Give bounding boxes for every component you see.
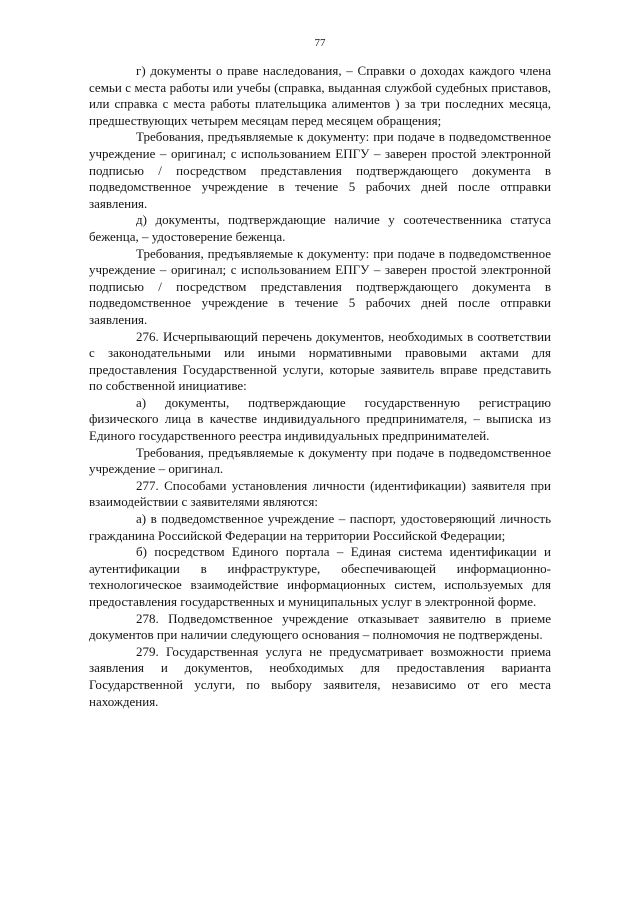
- paragraph-requirements-2: Требования, предъявляемые к документу: при подаче в подведомственное учреждение – оригинал; с использованием ЕПГУ – заверен простой электронной подписью / посредством представления подтверждающего документа в подведомственное учреждение в течение 5 рабочих дней после отправки заявления.: [89, 245, 551, 327]
- paragraph-inheritance-documents: г) документы о праве наследования, – Справки о доходах каждого члена семьи с места работы или учебы (справка, выданная службой судебных приставов, или справка с места работы плательщика алиментов ) за три последних месяца, предшествующих четырем месяцам перед месяцем обращения;: [89, 63, 551, 128]
- paragraph-requirements-3: Требования, предъявляемые к документу при подаче в подведомственное учреждение – оригинал.: [89, 444, 551, 477]
- paragraph-276: 276. Исчерпывающий перечень документов, необходимых в соответствии с законодательными или иными нормативными правовыми актами для предоставления Государственной услуги, которые заявитель вправе представить по собственной инициативе:: [89, 328, 551, 394]
- paragraph-278: 278. Подведомственное учреждение отказывает заявителю в приеме документов при наличии следующего основания – полномочия не подтверждены.: [89, 610, 551, 643]
- paragraph-refugee-status: д) документы, подтверждающие наличие у соотечественника статуса беженца, – удостоверение беженца.: [89, 212, 551, 244]
- paragraph-279: 279. Государственная услуга не предусматривает возможности приема заявления и документов, необходимых для предоставления варианта Государственной услуги, по выбору заявителя, независимо от его места нахождения.: [89, 643, 551, 709]
- paragraph-277: 277. Способами установления личности (идентификации) заявителя при взаимодействии с заявителями являются:: [89, 477, 551, 510]
- paragraph-passport: а) в подведомственное учреждение – паспорт, удостоверяющий личность гражданина Российской Федерации на территории Российской Федерации;: [89, 511, 551, 543]
- paragraph-entrepreneur-registration: а) документы, подтверждающие государственную регистрацию физического лица в качестве индивидуального предпринимателя, – выписка из Единого государственного реестра индивидуальных предпринимателей.: [89, 394, 551, 444]
- document-body: [89, 63, 551, 710]
- paragraph-unified-portal: б) посредством Единого портала – Единая система идентификации и аутентификации в инфраструктуре, обеспечивающей информационно-технологическое взаимодействие информационных систем, используемых для предоставления государственных и муниципальных услуг в электронной форме.: [89, 544, 551, 609]
- paragraph-requirements-1: Требования, предъявляемые к документу: при подаче в подведомственное учреждение – оригинал; с использованием ЕПГУ – заверен простой электронной подписью / посредством представления подтверждающего документа в подведомственное учреждение в течение 5 рабочих дней после отправки заявления.: [89, 129, 551, 211]
- page-number: 77: [314, 37, 326, 49]
